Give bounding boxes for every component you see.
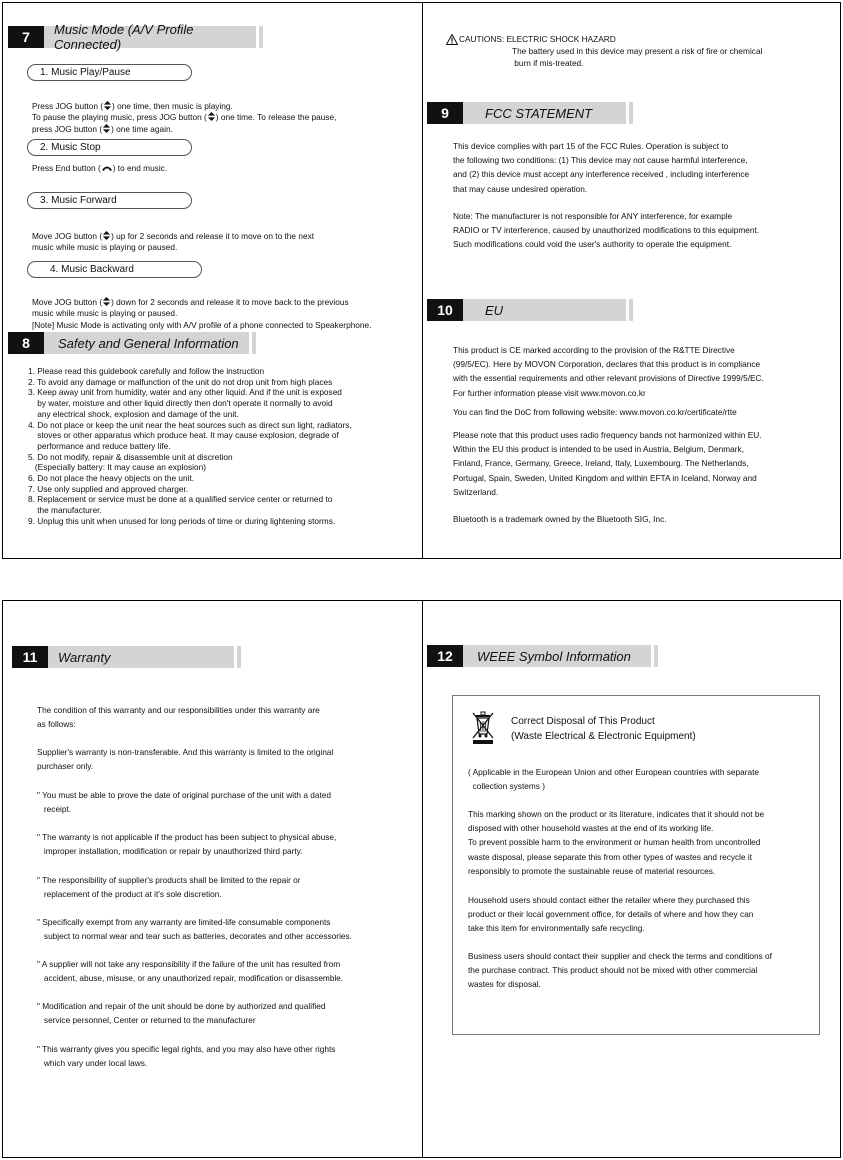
header-tail (259, 26, 263, 48)
section-number: 9 (427, 102, 463, 124)
bottom-divider (422, 600, 423, 1158)
jog-button-icon (103, 101, 112, 110)
item-pill-music-stop: 2. Music Stop (27, 139, 192, 156)
eu-paragraph-1: This product is CE marked according to the provision of the R&TTE Directive (99/5/EC). Here by MOVON Corporation, declares that this product is in compliance with the essential requirements and other relevant provisions of Directive 1999/5/EC. For further information please visit www.movon.co.kr (453, 345, 764, 398)
section-title: EU (463, 299, 626, 321)
safety-list: 1. Please read this guidebook carefully and follow the instruction 2. To avoid any damage or malfunction of the unit do not drop unit from high places 3. Keep away unit from humidity, water and any other liquid. And if the unit is exposed by water, moisture and other liquid directly then don't operate it normally to avoid any electrical shock, explosion and damage of the unit. 4. Do not place or keep the unit near the heat sources such as direct sun light, radiators, stoves or other apparatus which produce heat. It may cause explosion, degrade of performance and reduce battery life. 5. Do not modify, repair & disassemble unit at discretion (Especially battery: It may cause an explosion) 6. Do not place the heavy objects on the unit. 7. Use only supplied and approved charger. 8. Replacement or service must be done at a qualified service center or returned to the manufacturer. 9. Unplug this unit when unused for long periods of time or during lightening storms. (28, 366, 352, 526)
section-number: 8 (8, 332, 44, 354)
warranty-paragraph: Supplier's warranty is non-transferable. And this warranty is limited to the original purchaser only. (37, 747, 334, 772)
header-tail (654, 645, 658, 667)
weee-paragraph-3: Household users should contact either the retailer where they purchased this product or their local government office, for details of where and how they can take this item for environmentally safe recycling. (468, 895, 754, 934)
section-title: Safety and General Information (44, 332, 249, 354)
section-number: 11 (12, 646, 48, 668)
warranty-paragraph: " The responsibility of supplier's products shall be limited to the repair or replacement of the product at it's sole discretion. (37, 875, 301, 900)
section-number: 10 (427, 299, 463, 321)
jog-button-icon (102, 124, 111, 133)
section-title: FCC STATEMENT (463, 102, 626, 124)
warranty-paragraph: " The warranty is not applicable if the product has been subject to physical abuse, improper installation, modification or repair by unauthorized third party. (37, 832, 337, 857)
jog-button-icon (102, 297, 111, 306)
jog-button-icon (207, 112, 216, 121)
warranty-paragraph: " A supplier will not take any responsibility if the failure of the unit has resulted from accident, abuse, misuse, or any unauthorized repair, modification or disassemble. (37, 959, 344, 984)
music-forward-text: Move JOG button ( ) up for 2 seconds and release it to move on to the next music while music is playing or paused. (32, 230, 315, 253)
item-pill-music-forward: 3. Music Forward (27, 192, 192, 209)
fcc-paragraph-2: Note: The manufacturer is not responsible for ANY interference, for example RADIO or TV interference, caused by unauthorized modifications to this equipment. Such modifications could void the user's authority to operate the equipment. (453, 211, 760, 250)
caution-text: The battery used in this device may present a risk of fire or chemical burn if mis-treated. (512, 46, 763, 68)
music-stop-text: Press End button ( ) to end music. (32, 163, 168, 173)
music-play-pause-text: Press JOG button ( ) one time, then music is playing. To pause the playing music, press JOG button ( ) one time. To release the pause, press JOG button ( ) one time again. (32, 100, 337, 135)
warranty-paragraph: " You must be able to prove the date of original purchase of the unit with a dated receipt. (37, 790, 331, 815)
section-title: Music Mode (A/V Profile Connected) (44, 26, 256, 48)
top-divider (422, 2, 423, 559)
header-tail (252, 332, 256, 354)
section-9-header (427, 102, 633, 124)
section-8-header (8, 332, 256, 354)
section-number: 7 (8, 26, 44, 48)
section-12-header (427, 645, 658, 667)
end-call-icon (101, 165, 113, 172)
warranty-paragraph: " Modification and repair of the unit should be done by authorized and qualified service personnel, Center or returned to the manufacturer (37, 1001, 326, 1026)
fcc-paragraph-1: This device complies with part 15 of the FCC Rules. Operation is subject to the following two conditions: (1) This device may not cause harmful interference, and (2) this device must accept any interference received , including interference that may cause undesired operation. (453, 141, 750, 194)
section-10-header (427, 299, 633, 321)
section-number: 12 (427, 645, 463, 667)
crossed-bin-icon (471, 709, 495, 745)
music-backward-text: Move JOG button ( ) down for 2 seconds and release it to move back to the previous music while music is playing or paused. [Note] Music Mode is activating only with A/V profile of a phone connected to Speakerphone. (32, 296, 372, 331)
weee-paragraph-4: Business users should contact their supplier and check the terms and conditions of the purchase contract. This product should not be mixed with other commercial wastes for disposal. (468, 951, 772, 990)
eu-paragraph-2: You can find the DoC from following website: www.movon.co.kr/certificate/rtte (453, 407, 737, 417)
jog-button-icon (102, 231, 111, 240)
header-tail (629, 102, 633, 124)
section-7-header (8, 22, 263, 52)
header-tail (629, 299, 633, 321)
item-pill-music-play-pause: 1. Music Play/Pause (27, 64, 192, 81)
weee-paragraph-2: This marking shown on the product or its literature, indicates that it should not be disposed with other household wastes at the end of its working life. To prevent possible harm to the environment or human health from uncontrolled waste disposal, please separate this from other types of wastes and recycle it responsibly to promote the sustainable reuse of material resources. (468, 809, 765, 876)
warranty-paragraph: " This warranty gives you specific legal rights, and you may also have other rights which vary under local laws. (37, 1044, 336, 1069)
warning-triangle-icon (446, 34, 458, 45)
weee-heading: Correct Disposal of This Product (Waste Electrical & Electronic Equipment) (511, 716, 696, 742)
eu-paragraph-3: Please note that this product uses radio frequency bands not harmonized within EU. Within the EU this product is intended to be used in Austria, Belgium, Denmark, Finland, France, Germany, Greece, Ireland, Italy, Luxembourg. The Netherlands, Portugal, Spain, Sweden, United Kingdom and within EFTA in Iceland, Norway and Switzerland. (453, 430, 762, 497)
warranty-paragraph: " Specifically exempt from any warranty are limited-life consumable components subject to normal wear and tear such as batteries, decorates and other accessories. (37, 917, 352, 942)
section-11-header (12, 646, 241, 668)
weee-paragraph-1: ( Applicable in the European Union and other European countries with separate collection systems ) (468, 767, 760, 792)
section-title: WEEE Symbol Information (463, 645, 651, 667)
warranty-paragraph: The condition of this warranty and our responsibilities under this warranty are as follows: (37, 705, 320, 730)
item-pill-music-backward: 4. Music Backward (27, 261, 202, 278)
eu-paragraph-4: Bluetooth is a trademark owned by the Bluetooth SIG, Inc. (453, 514, 667, 524)
header-tail (237, 646, 241, 668)
section-title: Warranty (48, 646, 234, 668)
caution-label: CAUTIONS: ELECTRIC SHOCK HAZARD (459, 34, 616, 44)
